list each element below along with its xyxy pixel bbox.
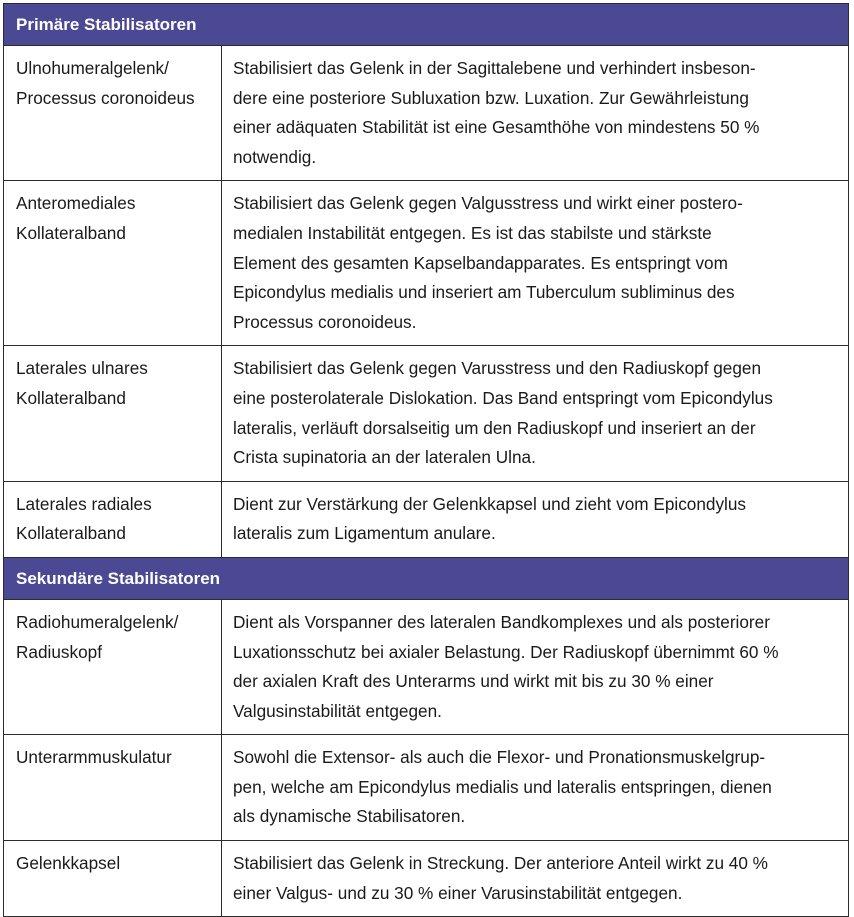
section-header-secondary: Sekundäre Stabilisatoren bbox=[4, 558, 848, 600]
structure-description: Stabilisiert das Gelenk in Streckung. Der anteriore Anteil wirkt zu 40 % einer Valgus- und zu 30 % einer Varusinstabilität entgegen. bbox=[233, 853, 768, 903]
structure-name: Laterales radiales Kollateralband bbox=[4, 482, 222, 557]
table-row bbox=[4, 841, 848, 916]
table-row bbox=[4, 46, 848, 181]
table-row bbox=[4, 482, 848, 558]
table-row bbox=[4, 346, 848, 481]
table-row bbox=[4, 735, 848, 841]
structure-description: Stabilisiert das Gelenk gegen Varusstress und den Radiuskopf gegen eine posterolaterale Dislokation. Das Band entspringt vom Epicondylus lateralis, verläuft dorsalseitig um den Radiuskopf und inseriert an der Crista supinatoria an der lateralen Ulna. bbox=[233, 358, 773, 468]
table-row bbox=[4, 600, 848, 735]
structure-name: Ulnohumeralgelenk/ Processus coronoideus bbox=[4, 46, 222, 180]
structure-name: Anteromediales Kollateralband bbox=[4, 181, 222, 345]
structure-description: Stabilisiert das Gelenk in der Sagittalebene und verhindert insbeson- dere eine posteriore Subluxation bzw. Luxation. Zur Gewährleistung einer adäquaten Stabilität ist eine Gesamthöhe von mindestens 50 % notwendig. bbox=[233, 58, 760, 167]
structure-name: Unterarmmuskulatur bbox=[4, 735, 222, 840]
structure-description: Stabilisiert das Gelenk gegen Valgusstress und wirkt einer postero- medialen Instabilität entgegen. Es ist das stabilste und stärkste Element des gesamten Kapselbandapparates. Es entspringt vom Epicondylus medialis und inseriert am Tuberculum subliminus des Processus coronoideus. bbox=[233, 193, 743, 332]
structure-description: Dient zur Verstärkung der Gelenkkapsel und zieht vom Epicondylus lateralis zum Ligamentum anulare. bbox=[233, 493, 747, 544]
structure-name: Gelenkkapsel bbox=[4, 841, 222, 916]
structure-description: Sowohl die Extensor- als auch die Flexor- und Pronationsmuskelgrup- pen, welche am Epicondylus medialis und lateralis entspringen, dienen als dynamische Stabilisatoren. bbox=[233, 747, 772, 827]
structure-name: Radiohumeralgelenk/ Radiuskopf bbox=[4, 600, 222, 734]
table-row bbox=[4, 181, 848, 346]
structure-name: Laterales ulnares Kollateralband bbox=[4, 346, 222, 480]
stabilizers-table bbox=[3, 3, 849, 917]
structure-description: Dient als Vorspanner des lateralen Bandkomplexes und als posteriorer Luxationsschutz bei axialer Belastung. Der Radiuskopf übernimmt 60 % der axialen Kraft des Unterarms und wirkt mit bis zu 30 % einer Valgusinstabilität entgegen. bbox=[233, 611, 779, 721]
section-header-primary: Primäre Stabilisatoren bbox=[4, 4, 848, 46]
